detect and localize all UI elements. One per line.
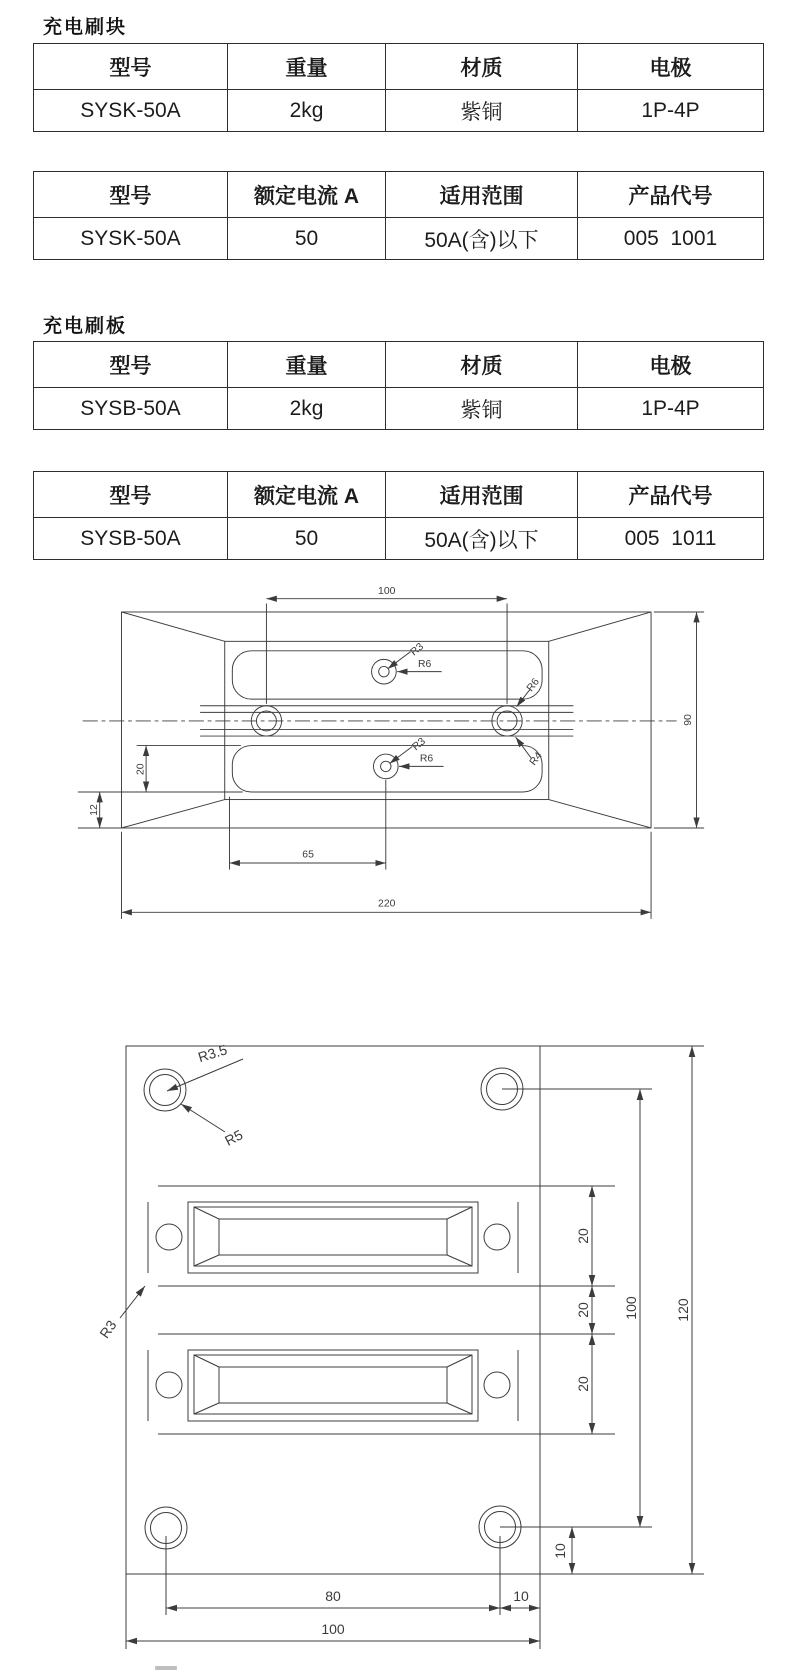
brush-plate-drawing [60,985,740,1665]
dim-label: 10 [552,1543,568,1559]
cell-range: 50A(含)以下 [386,218,578,260]
dim-label: 65 [302,849,314,861]
guide-rails [83,706,677,736]
top-slot [232,651,542,699]
dimension-total-height [540,1046,704,1574]
plate-spec-table [33,341,764,430]
bottom-dimensions [126,1536,540,1649]
dim-label: 10 [513,1588,529,1604]
table-row [34,90,764,132]
cell-model: SYSB-50A [34,518,228,560]
cell-electrode: 1P-4P [578,388,764,430]
dim-label: 100 [321,1621,345,1637]
table-header-row [34,472,764,518]
radius-label: R3 [96,1317,120,1342]
brush-slots [232,651,542,792]
header-cell: 电极 [578,44,764,90]
header-cell: 适用范围 [386,172,578,218]
header-cell: 电极 [578,342,764,388]
cutoff-text-fragment [155,1666,177,1670]
cell-material: 紫铜 [386,388,578,430]
dim-label: 90 [682,714,694,726]
header-cell: 产品代号 [578,172,764,218]
radius-label: R3 [408,641,426,659]
cell-current: 50 [228,518,386,560]
brush-block-drawing [40,540,760,935]
radius-label: R6 [417,658,432,670]
block-spec-table [33,43,764,132]
header-cell: 适用范围 [386,472,578,518]
dim-label: 12 [88,804,100,816]
cell-model: SYSB-50A [34,388,228,430]
contact-slot-bottom [148,1334,615,1434]
cell-code: 005 1011 [578,518,764,560]
header-cell: 型号 [34,472,228,518]
dim-label: 20 [575,1302,591,1318]
cell-material: 紫铜 [386,90,578,132]
table-row [34,218,764,260]
cell-model: SYSK-50A [34,218,228,260]
dimension-height [654,612,704,828]
dim-label: 20 [135,763,147,776]
header-cell: 材质 [386,342,578,388]
contact-slot-top [148,1186,615,1286]
header-cell: 材质 [386,44,578,90]
dim-label: 80 [325,1588,341,1604]
dim-label: 20 [575,1228,591,1244]
dimension-slot2-height [575,1334,592,1434]
header-cell: 额定电流 A [228,172,386,218]
cell-range: 50A(含)以下 [386,518,578,560]
section-title-block: 充电刷块 [43,17,128,38]
dimension-hole-offset [229,780,385,870]
cell-code: 005 1001 [578,218,764,260]
radius-label: R6 [419,753,434,765]
header-cell: 重量 [228,342,386,388]
dim-label: 20 [575,1376,591,1392]
dimension-slot-gap [575,1286,592,1334]
radius-label: R3 [410,736,428,754]
top-slot-hole [372,659,397,684]
cell-weight: 2kg [228,90,386,132]
header-cell: 产品代号 [578,472,764,518]
block-order-table [33,171,764,260]
header-cell: 型号 [34,44,228,90]
header-cell: 额定电流 A [228,472,386,518]
dimension-hole-bottom-offset [552,1527,572,1574]
table-row [34,388,764,430]
dim-label: 120 [675,1298,691,1322]
dim-label: 100 [623,1296,639,1320]
dimension-slot1-height [575,1186,592,1286]
dimension-bottom-offset [78,792,122,828]
section-title-plate: 充电刷板 [43,316,128,337]
table-header-row [34,44,764,90]
dimension-hole-span [266,586,507,704]
cell-electrode: 1P-4P [578,90,764,132]
radius-label: R5 [222,1126,246,1149]
radius-label: R6 [525,676,542,694]
bottom-slot-hole [373,754,398,779]
header-cell: 型号 [34,342,228,388]
corner-holes [144,1068,523,1549]
radius-leaders [388,641,545,768]
header-cell: 型号 [34,172,228,218]
bottom-slot [232,746,542,792]
dimension-slot-height [78,746,243,792]
table-header-row [34,342,764,388]
radius-leaders [96,1041,245,1341]
radius-label: R4 [527,750,545,768]
dim-label: 100 [378,585,396,597]
table-header-row [34,172,764,218]
cell-current: 50 [228,218,386,260]
header-cell: 重量 [228,44,386,90]
cell-weight: 2kg [228,388,386,430]
plate-outline [126,1046,540,1574]
cell-model: SYSK-50A [34,90,228,132]
dim-label: 220 [378,898,396,910]
radius-label: R3.5 [196,1041,230,1066]
